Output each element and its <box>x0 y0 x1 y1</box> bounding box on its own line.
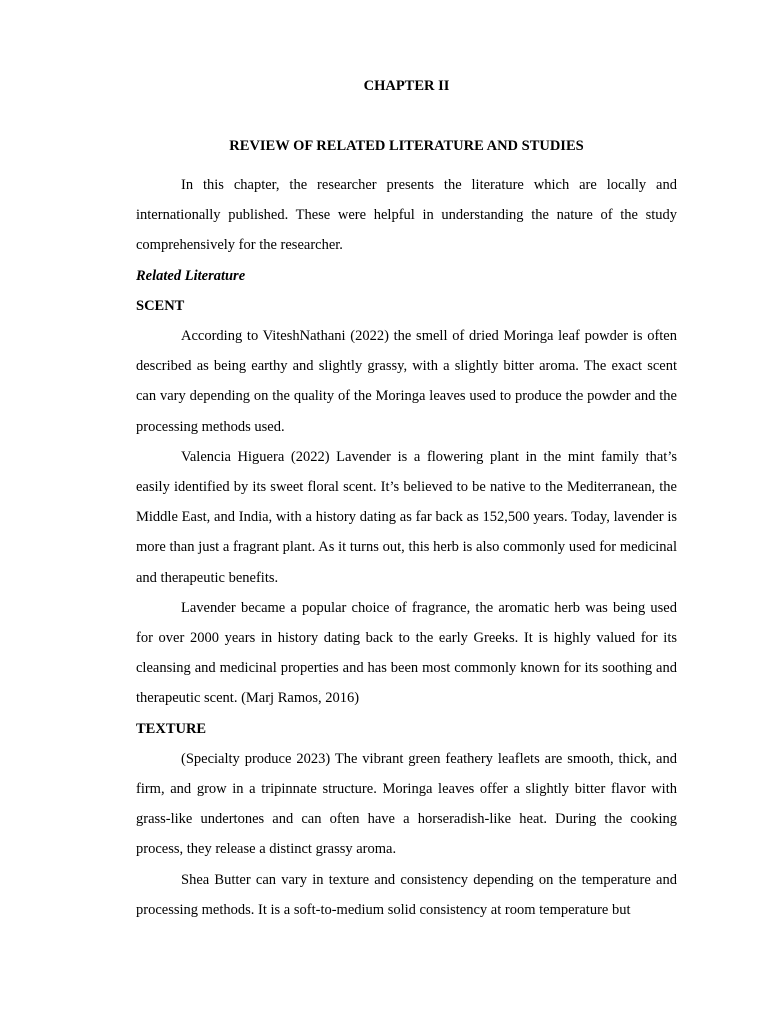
chapter-title: REVIEW OF RELATED LITERATURE AND STUDIES <box>229 138 584 154</box>
scent-heading: SCENT <box>136 297 185 314</box>
scent-paragraph-3: Lavender became a popular choice of fragrance, the aromatic herb was being used for over 2000 years in history dating back to the early Greeks. It is highly valued for its cleansing and medicinal properties and has been most commonly known for its soothing and therapeutic scent. (Marj Ramos, 2016) <box>136 599 677 707</box>
texture-heading: TEXTURE <box>136 720 207 737</box>
scent-paragraph-1: According to ViteshNathani (2022) the smell of dried Moringa leaf powder is often described as being earthy and slightly grassy, with a slightly bitter aroma. The exact scent can vary depending on the quality of the Moringa leaves used to produce the powder and the processing methods used. <box>136 328 677 435</box>
intro-paragraph: In this chapter, the researcher presents the literature which are locally and internationally published. These were helpful in understanding the nature of the study comprehensively for the researcher. <box>136 177 677 254</box>
scent-paragraph-2: Valencia Higuera (2022) Lavender is a flowering plant in the mint family that’s easily identified by its sweet floral scent. It’s believed to be native to the Mediterranean, the Middle East, and India, with a history dating as far back as 152,500 years. Today, lavender is more than just a fragrant plant. As it turns out, this herb is also commonly used for medicinal and therapeutic benefits. <box>136 448 677 586</box>
related-literature-heading: Related Literature <box>136 267 246 284</box>
texture-paragraph-1: (Specialty produce 2023) The vibrant green feathery leaflets are smooth, thick, and firm, and grow in a tripinnate structure. Moringa leaves offer a slightly bitter flavor with grass-like undertones and can often have a horseradish-like heat. During the cooking process, they release a distinct grassy aroma. <box>136 750 677 858</box>
texture-paragraph-2: Shea Butter can vary in texture and consistency depending on the temperature and processing methods. It is a soft-to-medium solid consistency at room temperature but <box>136 871 677 918</box>
chapter-label: CHAPTER II <box>363 78 450 94</box>
